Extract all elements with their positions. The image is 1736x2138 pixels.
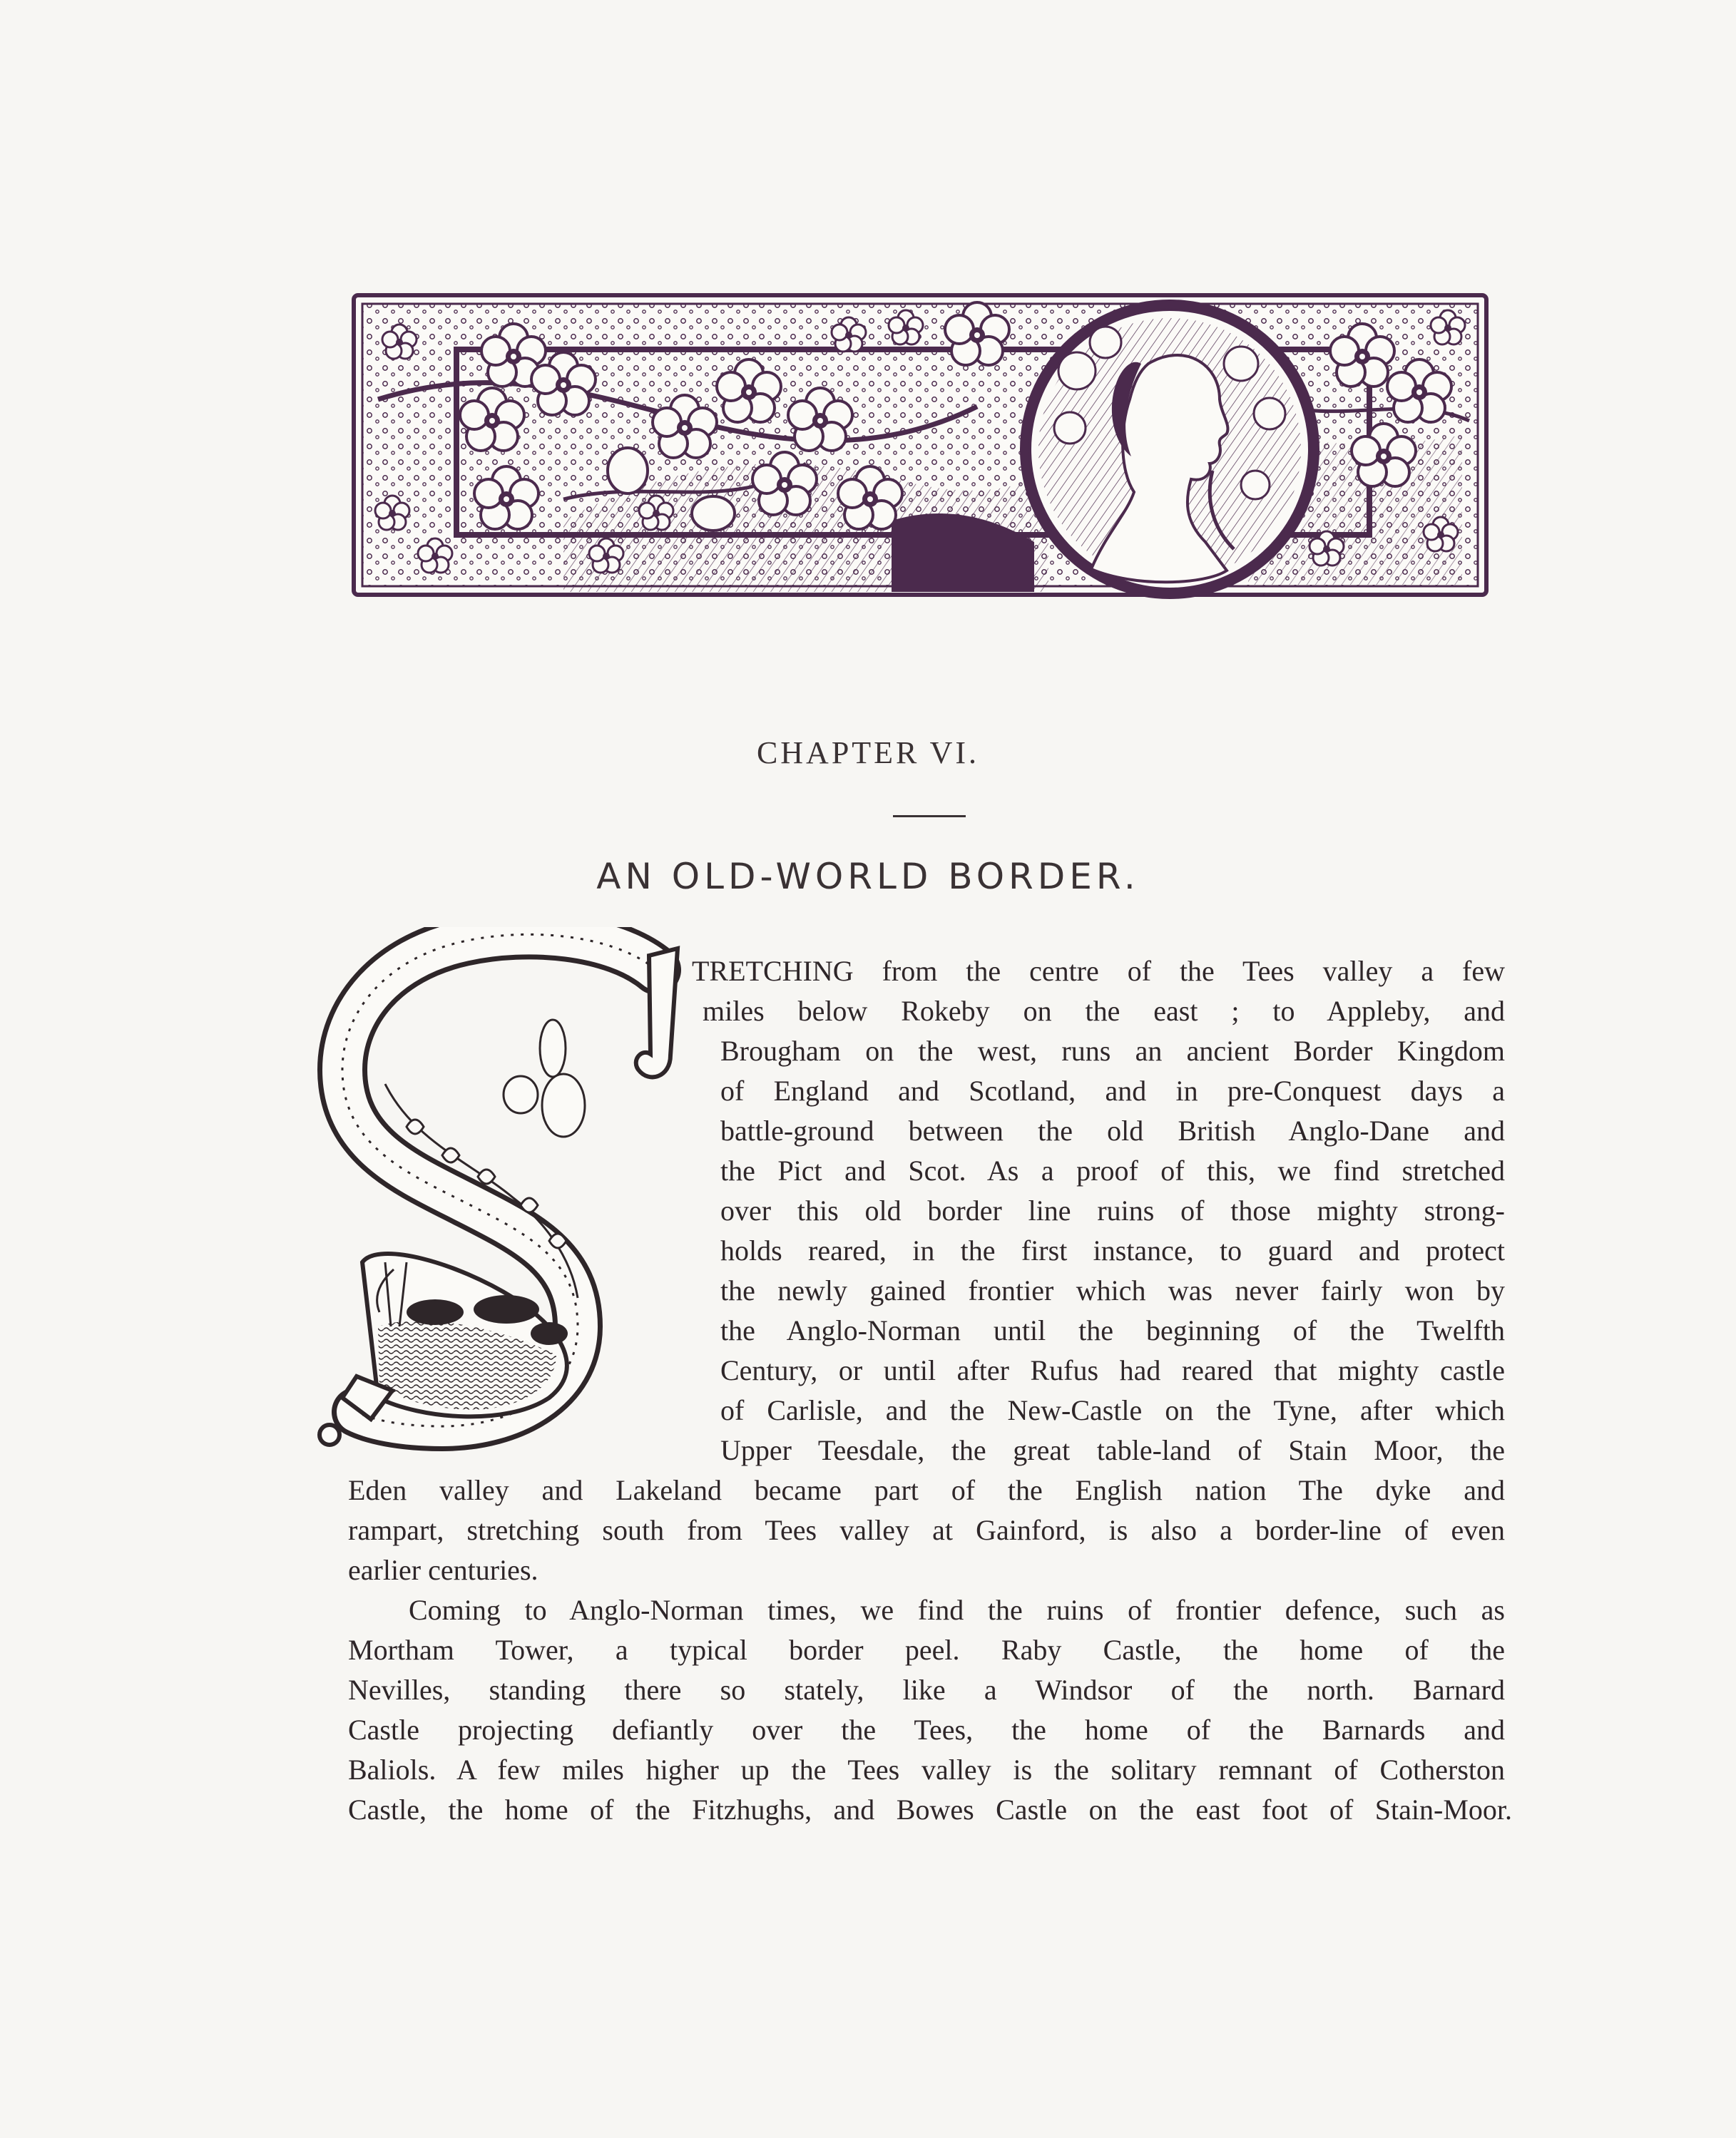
- body-text-line: miles below Rokeby on the east ; to Appleby, and: [703, 995, 1505, 1027]
- body-text-line: Baliols. A few miles higher up the Tees valley is the solitary remnant of Cotherston: [348, 1754, 1505, 1786]
- body-text-line: Century, or until after Rufus had reared that mighty castle: [720, 1354, 1505, 1386]
- body-text-line: the newly gained frontier which was never fairly won by: [720, 1274, 1505, 1306]
- body-text-line: the Anglo-Norman until the beginning of the Twelfth: [720, 1314, 1505, 1346]
- body-text-line: Mortham Tower, a typical border peel. Raby Castle, the home of the: [348, 1634, 1505, 1666]
- drop-cap-illustration: [314, 927, 685, 1456]
- chapter-title: AN OLD-WORLD BORDER.: [596, 856, 1140, 897]
- body-text-line: TRETCHING from the centre of the Tees valley a few: [692, 955, 1505, 987]
- floral-banner-illustration: [349, 285, 1491, 605]
- body-text-line: holds reared, in the first instance, to guard and protect: [720, 1234, 1505, 1267]
- body-text-line: over this old border line ruins of those mighty strong-: [720, 1195, 1505, 1227]
- body-text-line: Castle projecting defiantly over the Tees, the home of the Barnards and: [348, 1714, 1505, 1746]
- body-text-line: Brougham on the west, runs an ancient Border Kingdom: [720, 1035, 1505, 1067]
- body-text-line: Upper Teesdale, the great table-land of Stain Moor, the: [720, 1434, 1505, 1466]
- body-text-line: earlier centuries.: [348, 1554, 538, 1586]
- chapter-divider-rule: [893, 815, 966, 817]
- body-text-line: of Carlisle, and the New-Castle on the Tyne, after which: [720, 1394, 1505, 1426]
- body-text-line: Nevilles, standing there so stately, like a Windsor of the north. Barnard: [348, 1674, 1505, 1706]
- body-text-line: of England and Scotland, and in pre-Conquest days a: [720, 1075, 1505, 1107]
- body-text-line: Castle, the home of the Fitzhughs, and Bowes Castle on the east foot of Stain-Moor.: [348, 1794, 1512, 1826]
- body-text-line: the Pict and Scot. As a proof of this, we find stretched: [720, 1155, 1505, 1187]
- body-text-line: rampart, stretching south from Tees valley at Gainford, is also a border-line of even: [348, 1514, 1505, 1546]
- body-text-line: battle-ground between the old British Anglo-Dane and: [720, 1115, 1505, 1147]
- body-text-line: Coming to Anglo-Norman times, we find the ruins of frontier defence, such as: [409, 1594, 1505, 1626]
- chapter-label: CHAPTER VI.: [756, 735, 980, 770]
- body-text-line: Eden valley and Lakeland became part of the English nation The dyke and: [348, 1474, 1505, 1506]
